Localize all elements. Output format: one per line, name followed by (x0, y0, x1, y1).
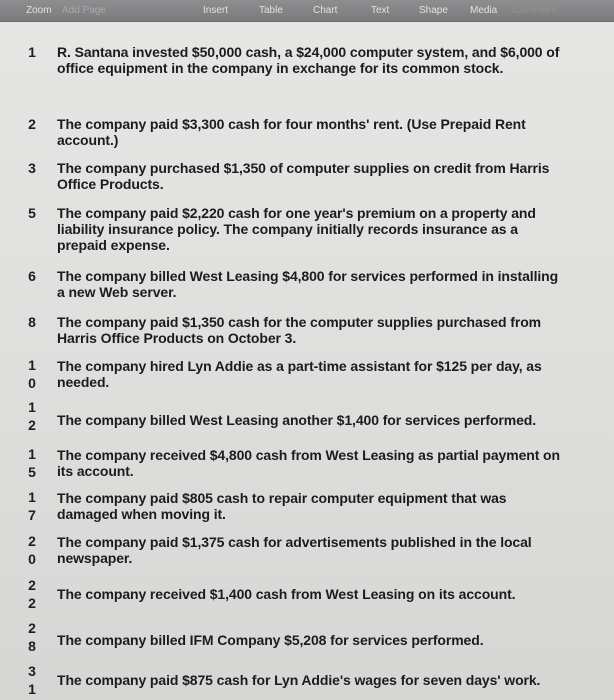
transaction-list (0, 22, 614, 700)
text-button[interactable]: Text (371, 5, 390, 16)
transaction-text: The company billed West Leasing another $1,400 for services performed. (57, 412, 537, 428)
transaction-text: The company hired Lyn Addie as a part-time assistant for $125 per day, as needed. (57, 358, 542, 390)
transaction-text: The company billed West Leasing $4,800 for services performed in installing a new Web server. (57, 268, 559, 300)
transaction-text: The company paid $2,220 cash for one year's premium on a property and liability insurance policy. The company initially records insurance as a prepaid expense. (57, 205, 536, 253)
shape-button[interactable]: Shape (419, 5, 448, 16)
day-number (24, 398, 40, 434)
day-number (24, 576, 40, 612)
app-toolbar (0, 0, 614, 22)
day-number: 5 (28, 205, 36, 221)
day-digit: 3 (28, 663, 36, 679)
table-button[interactable]: Table (259, 5, 283, 16)
day-digit: 2 (28, 417, 36, 433)
transaction-text: The company received $4,800 cash from West Leasing as partial payment on its account. (57, 447, 560, 479)
add-page-button[interactable]: Add Page (62, 5, 106, 16)
media-button[interactable]: Media (470, 5, 498, 16)
day-digit: 1 (28, 681, 36, 697)
day-number (24, 356, 40, 392)
insert-button[interactable]: Insert (203, 5, 229, 16)
day-digit: 1 (28, 399, 36, 415)
day-number (24, 445, 40, 481)
day-digit: 0 (28, 375, 36, 391)
day-number: 2 (28, 116, 36, 132)
transaction-text: The company paid $1,375 cash for advertisements published in the local newspaper. (57, 534, 532, 566)
transaction-text: The company paid $3,300 cash for four months' rent. (Use Prepaid Rent account.) (57, 116, 526, 148)
day-number: 1 (28, 44, 36, 60)
transaction-text: The company billed IFM Company $5,208 for services performed. (57, 632, 484, 648)
day-digit: 8 (28, 638, 36, 654)
chart-button[interactable]: Chart (313, 5, 338, 16)
day-digit: 1 (28, 357, 36, 373)
comment-button[interactable]: Comment (513, 5, 557, 16)
day-number (24, 619, 40, 655)
day-digit: 1 (28, 489, 36, 505)
day-digit: 2 (28, 577, 36, 593)
transaction-text: The company received $1,400 cash from West Leasing on its account. (57, 586, 516, 602)
day-digit: 2 (28, 533, 36, 549)
day-number: 8 (28, 314, 36, 330)
day-digit: 2 (28, 620, 36, 636)
day-digit: 7 (28, 507, 36, 523)
transaction-text: The company paid $1,350 cash for the computer supplies purchased from Harris Office Products on October 3. (57, 314, 542, 346)
day-number (24, 662, 40, 698)
day-number (24, 488, 40, 524)
transaction-text: R. Santana invested $50,000 cash, a $24,000 computer system, and $6,000 of office equipment in the company in exchange for its common stock. (57, 44, 560, 76)
day-digit: 1 (28, 446, 36, 462)
day-digit: 2 (28, 595, 36, 611)
transaction-text: The company paid $875 cash for Lyn Addie's wages for seven days' work. (57, 672, 541, 688)
day-number: 6 (28, 268, 36, 284)
transaction-text: The company purchased $1,350 of computer supplies on credit from Harris Office Products. (57, 160, 550, 192)
day-number (24, 532, 40, 568)
day-digit: 0 (28, 551, 36, 567)
transaction-text: The company paid $805 cash to repair computer equipment that was damaged when moving it. (57, 490, 507, 522)
day-number: 3 (28, 160, 36, 176)
day-digit: 5 (28, 464, 36, 480)
zoom-button[interactable]: Zoom (26, 5, 52, 16)
